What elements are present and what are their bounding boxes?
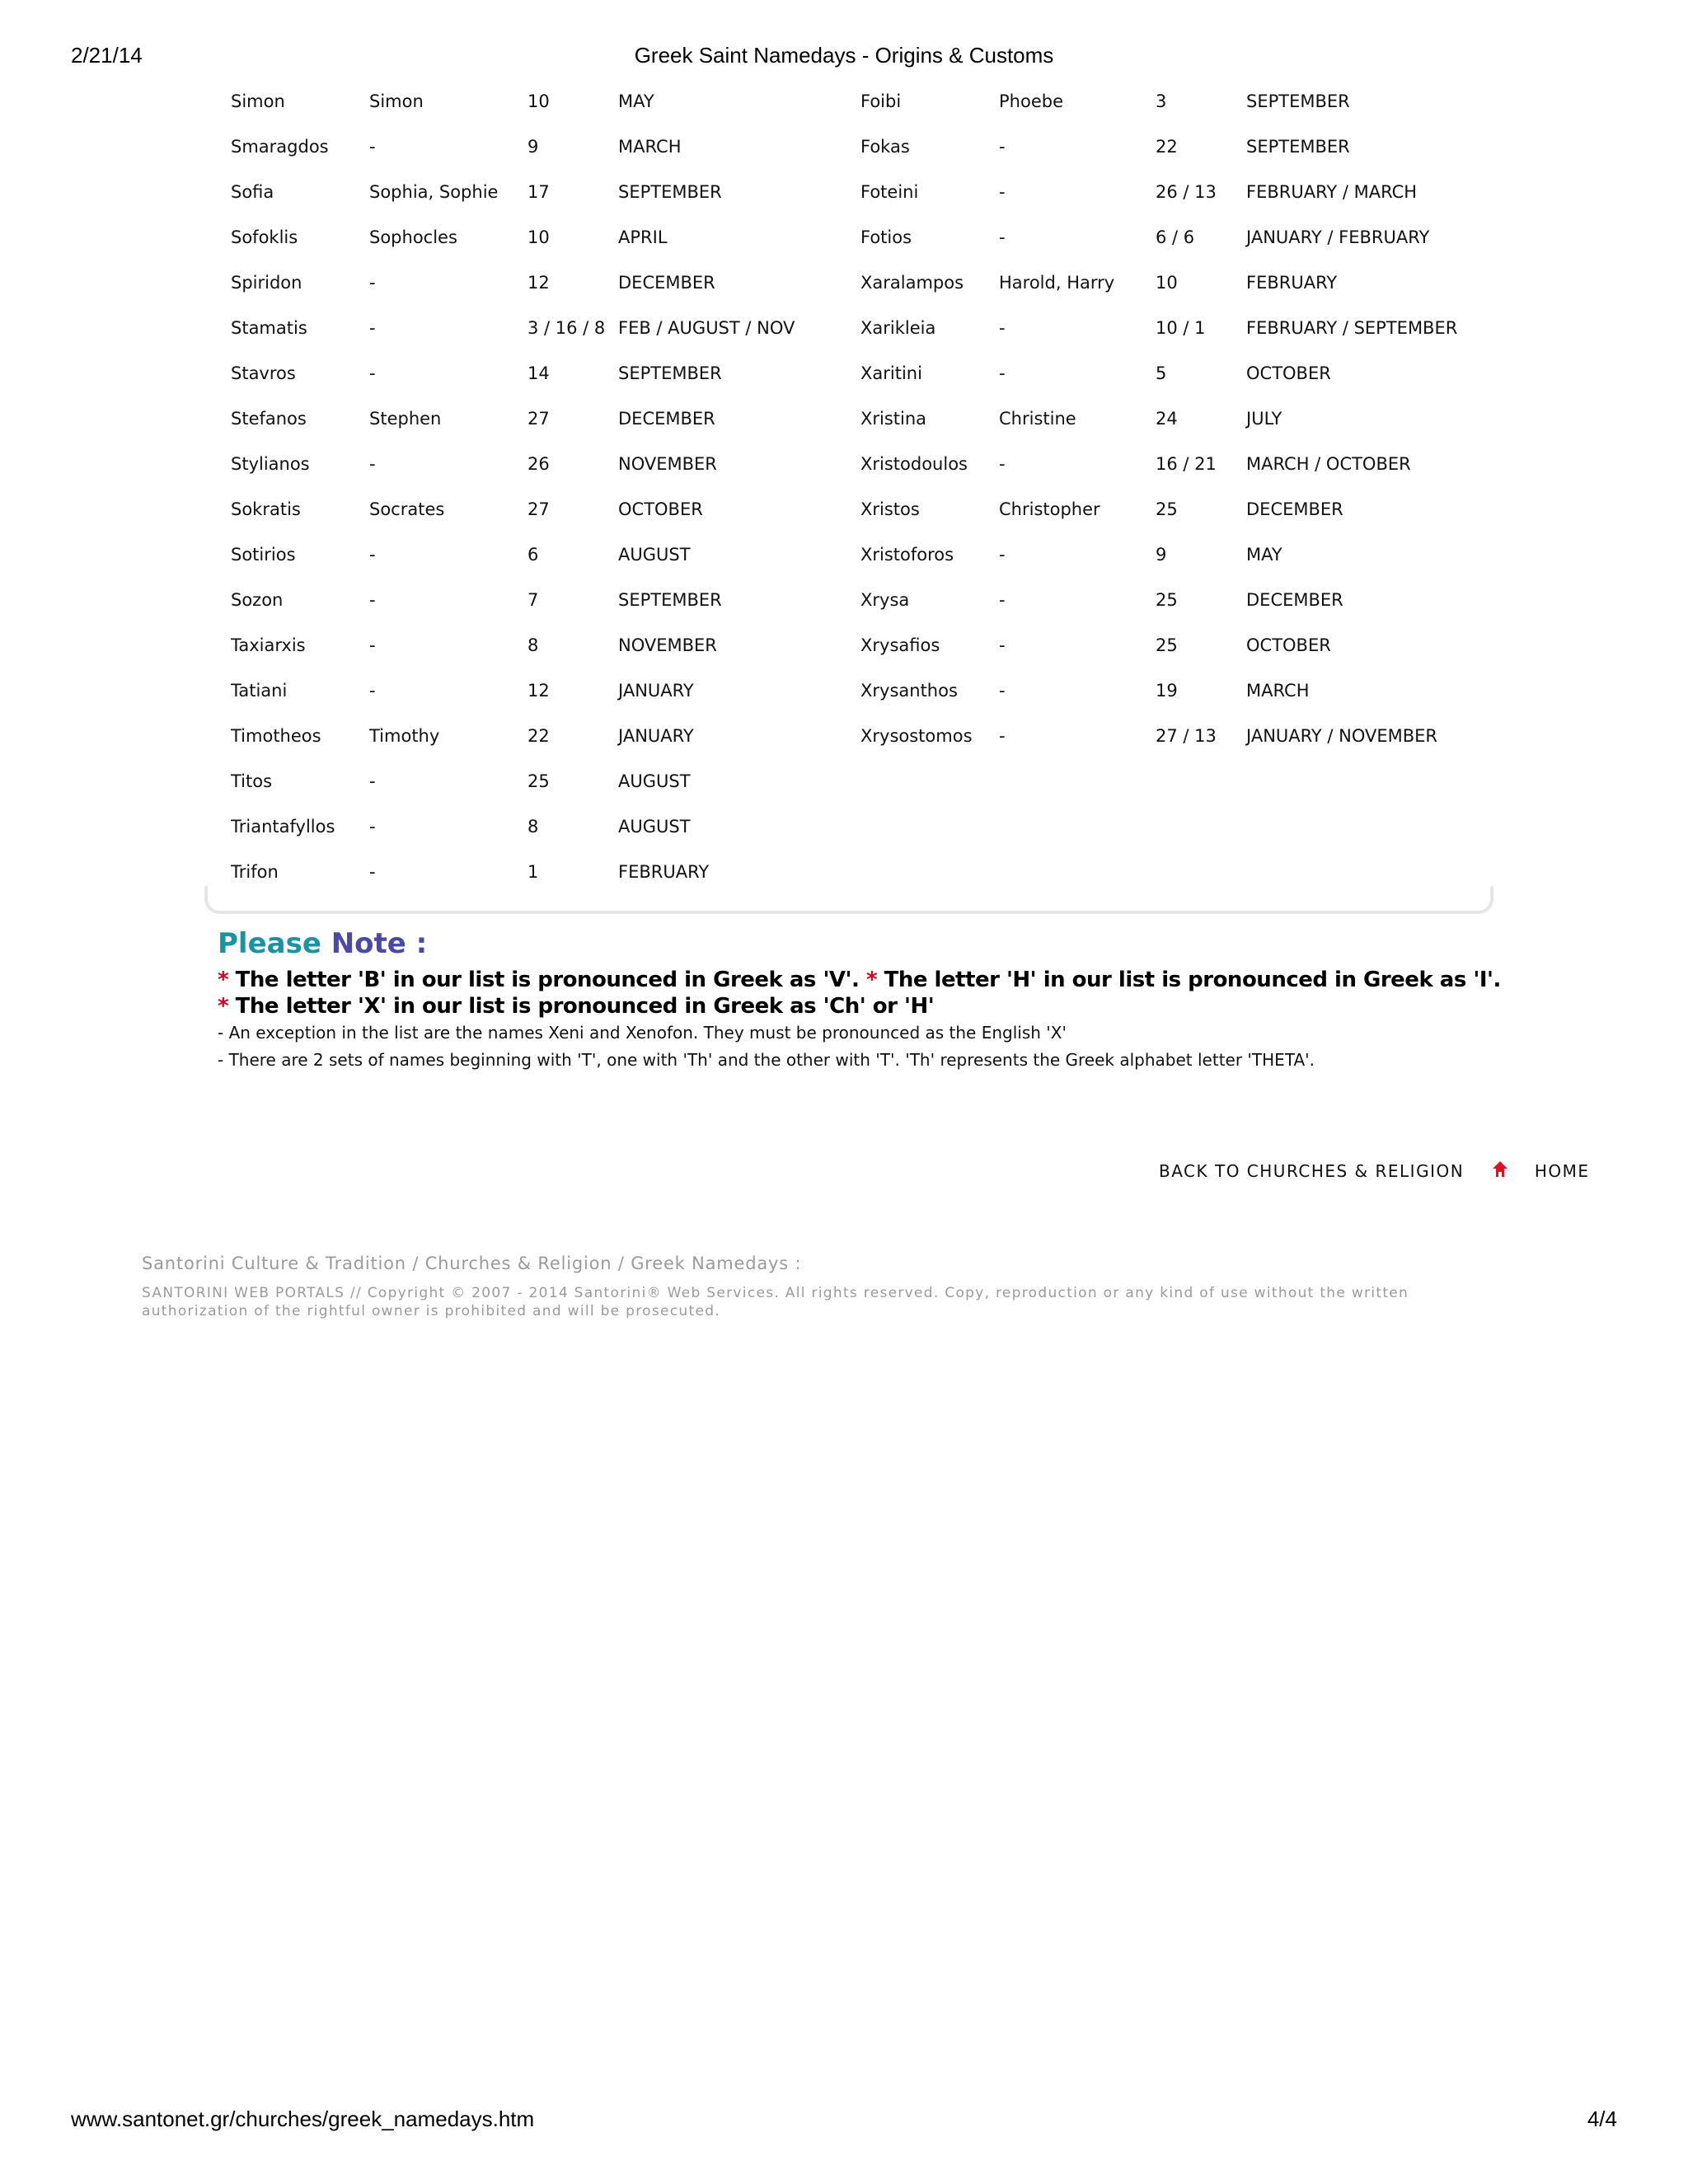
table-row — [221, 486, 849, 532]
nameday-month: FEB / AUGUST / NOV — [618, 317, 795, 338]
nameday-month: SEPTEMBER — [1246, 136, 1350, 157]
nameday-day: 10 — [528, 91, 550, 111]
table-row — [851, 260, 1477, 305]
table-row — [221, 804, 849, 849]
table-row — [851, 713, 1477, 758]
nameday-day: 5 — [1156, 363, 1167, 383]
print-date: 2/21/14 — [71, 43, 143, 68]
note-title-word-note: Note : — [331, 927, 428, 960]
nameday-month: SEPTEMBER — [618, 589, 722, 610]
print-page-number: 4/4 — [1587, 2107, 1617, 2131]
nameday-greek-name: Trifon — [231, 861, 279, 882]
nameday-day: 24 — [1156, 408, 1178, 429]
nameday-month: MAY — [618, 91, 654, 111]
nameday-day: 10 / 1 — [1156, 317, 1206, 338]
nameday-month: SEPTEMBER — [618, 363, 722, 383]
nameday-day: 14 — [528, 363, 550, 383]
nameday-month: JANUARY / NOVEMBER — [1246, 725, 1438, 746]
note-title-word-please: Please — [218, 927, 321, 960]
nameday-greek-name: Sofia — [231, 181, 274, 202]
nameday-greek-name: Stavros — [231, 363, 296, 383]
nameday-day: 12 — [528, 680, 550, 701]
nameday-greek-name: Spiridon — [231, 272, 302, 293]
nameday-english-name: - — [369, 544, 376, 565]
nameday-day: 9 — [1156, 544, 1167, 565]
nameday-day: 8 — [528, 816, 539, 837]
nameday-greek-name: Xaralampos — [860, 272, 964, 293]
asterisk-icon: * — [218, 994, 229, 1019]
nameday-day: 25 — [1156, 499, 1178, 519]
nameday-greek-name: Taxiarxis — [231, 635, 306, 655]
namedays-tables — [221, 78, 1482, 890]
home-icon[interactable] — [1492, 1160, 1508, 1179]
table-row — [221, 305, 849, 350]
table-row — [221, 260, 849, 305]
nameday-day: 6 — [528, 544, 539, 565]
nameday-day: 27 / 13 — [1156, 725, 1217, 746]
nameday-english-name: - — [369, 589, 376, 610]
nameday-month: AUGUST — [618, 816, 691, 837]
print-url: www.santonet.gr/churches/greek_namedays.htm — [71, 2107, 535, 2131]
namedays-table-right-body — [851, 78, 1477, 758]
table-row — [851, 622, 1477, 668]
nameday-english-name: - — [369, 635, 376, 655]
nameday-english-name: - — [999, 363, 1006, 383]
nameday-month: FEBRUARY — [618, 861, 710, 882]
nameday-greek-name: Stamatis — [231, 317, 307, 338]
table-row — [221, 350, 849, 396]
nameday-english-name: - — [999, 725, 1006, 746]
table-row — [851, 305, 1477, 350]
nameday-greek-name: Sofoklis — [231, 227, 298, 247]
nameday-greek-name: Tatiani — [231, 680, 288, 701]
table-row — [221, 214, 849, 260]
note-rule-b: The letter 'B' in our list is pronounced in Greek as 'V'. — [235, 968, 860, 992]
nameday-greek-name: Xrysanthos — [860, 680, 958, 701]
nameday-english-name: Christopher — [999, 499, 1100, 519]
nameday-english-name: - — [369, 453, 376, 474]
table-row — [851, 396, 1477, 441]
note-rule-line-2 — [218, 993, 1536, 1019]
note-exception-2: - There are 2 sets of names beginning with 'T', one with 'Th' and the other with 'T'. 'Th' represents the Greek alphabet letter 'THETA'. — [218, 1050, 1315, 1070]
nameday-month: OCTOBER — [1246, 635, 1331, 655]
nameday-month: SEPTEMBER — [618, 181, 722, 202]
nameday-month: JANUARY / FEBRUARY — [1246, 227, 1430, 247]
nameday-day: 25 — [1156, 635, 1178, 655]
nameday-english-name: - — [369, 680, 376, 701]
note-rule-x: The letter 'X' in our list is pronounced in Greek as 'Ch' or 'H' — [235, 994, 935, 1019]
nameday-english-name: Timothy — [369, 725, 440, 746]
nameday-english-name: Stephen — [369, 408, 442, 429]
nameday-day: 9 — [528, 136, 539, 157]
table-panel-border — [204, 886, 1493, 914]
table-row — [221, 124, 849, 169]
nameday-day: 25 — [1156, 589, 1178, 610]
nameday-month: MARCH — [1246, 680, 1310, 701]
namedays-table-right — [851, 78, 1477, 758]
nameday-english-name: Sophocles — [369, 227, 457, 247]
nameday-greek-name: Xrysa — [860, 589, 910, 610]
table-row — [851, 169, 1477, 214]
nameday-day: 1 — [528, 861, 539, 882]
nameday-english-name: - — [999, 544, 1006, 565]
nameday-english-name: Phoebe — [999, 91, 1063, 111]
table-row — [851, 577, 1477, 622]
nameday-day: 17 — [528, 181, 550, 202]
home-link[interactable]: HOME — [1534, 1161, 1590, 1181]
nameday-month: NOVEMBER — [618, 635, 717, 655]
nameday-month: APRIL — [618, 227, 668, 247]
nameday-month: FEBRUARY — [1246, 272, 1338, 293]
nameday-day: 3 — [1156, 91, 1167, 111]
nameday-day: 8 — [528, 635, 539, 655]
nameday-month: JANUARY — [618, 725, 694, 746]
nameday-day: 25 — [528, 771, 550, 791]
nameday-english-name: - — [999, 635, 1006, 655]
back-to-churches-link[interactable]: BACK TO CHURCHES & RELIGION — [1159, 1161, 1465, 1181]
nameday-greek-name: Foteini — [860, 181, 919, 202]
nameday-greek-name: Titos — [231, 771, 273, 791]
nameday-english-name: Sophia, Sophie — [369, 181, 499, 202]
nameday-greek-name: Triantafyllos — [231, 816, 335, 837]
table-row — [851, 78, 1477, 124]
table-row — [851, 532, 1477, 577]
nameday-english-name: - — [369, 272, 376, 293]
table-row — [851, 668, 1477, 713]
note-rule-line-1 — [218, 967, 1536, 993]
please-note-section — [218, 926, 1536, 1074]
nameday-day: 22 — [1156, 136, 1178, 157]
nameday-day: 26 — [528, 453, 550, 474]
table-row — [221, 532, 849, 577]
nameday-month: AUGUST — [618, 544, 691, 565]
namedays-table-left — [221, 78, 849, 894]
nameday-english-name: - — [369, 363, 376, 383]
nameday-greek-name: Xrysostomos — [860, 725, 973, 746]
table-row — [851, 214, 1477, 260]
nameday-greek-name: Xristodoulos — [860, 453, 968, 474]
nameday-greek-name: Foibi — [860, 91, 902, 111]
table-row — [221, 169, 849, 214]
nameday-month: DECEMBER — [1246, 589, 1343, 610]
nameday-day: 12 — [528, 272, 550, 293]
nameday-greek-name: Simon — [231, 91, 285, 111]
nameday-english-name: Christine — [999, 408, 1076, 429]
nameday-english-name: - — [369, 317, 376, 338]
nameday-month: MARCH — [618, 136, 682, 157]
nameday-english-name: - — [999, 317, 1006, 338]
table-row — [221, 396, 849, 441]
nameday-english-name: - — [999, 181, 1006, 202]
asterisk-icon: * — [865, 968, 878, 992]
nameday-month: DECEMBER — [1246, 499, 1343, 519]
nameday-day: 26 / 13 — [1156, 181, 1217, 202]
table-row — [851, 441, 1477, 486]
nameday-day: 6 / 6 — [1156, 227, 1195, 247]
note-rule-h: The letter 'H' in our list is pronounced in Greek as 'I'. — [884, 968, 1501, 992]
nameday-english-name: - — [999, 589, 1006, 610]
nameday-month: FEBRUARY / MARCH — [1246, 181, 1418, 202]
nameday-day: 3 / 16 / 8 — [528, 317, 606, 338]
nameday-greek-name: Stefanos — [231, 408, 307, 429]
namedays-table-left-body — [221, 78, 849, 894]
nameday-month: DECEMBER — [618, 408, 715, 429]
nameday-english-name: - — [369, 861, 376, 882]
nameday-english-name: - — [369, 771, 376, 791]
table-row — [851, 350, 1477, 396]
table-row — [851, 486, 1477, 532]
nameday-month: OCTOBER — [618, 499, 703, 519]
print-header — [71, 43, 1617, 76]
nameday-greek-name: Xristina — [860, 408, 927, 429]
nameday-english-name: - — [999, 136, 1006, 157]
nameday-english-name: Socrates — [369, 499, 445, 519]
asterisk-icon: * — [218, 968, 229, 992]
nameday-greek-name: Smaragdos — [231, 136, 329, 157]
nameday-greek-name: Sokratis — [231, 499, 301, 519]
nameday-day: 16 / 21 — [1156, 453, 1217, 474]
nameday-month: FEBRUARY / SEPTEMBER — [1246, 317, 1458, 338]
nameday-english-name: Simon — [369, 91, 424, 111]
nameday-day: 10 — [1156, 272, 1178, 293]
table-row — [221, 577, 849, 622]
note-exception-1: - An exception in the list are the names Xeni and Xenofon. They must be pronounced as the English 'X' — [218, 1023, 1067, 1043]
note-title — [218, 926, 1536, 962]
nameday-month: MARCH / OCTOBER — [1246, 453, 1411, 474]
footer-breadcrumb: Santorini Culture & Tradition / Churches & Religion / Greek Namedays : — [142, 1254, 802, 1273]
nameday-greek-name: Xristoforos — [860, 544, 954, 565]
nameday-greek-name: Xrysafios — [860, 635, 940, 655]
site-footer — [142, 1251, 1493, 1320]
nameday-day: 7 — [528, 589, 539, 610]
print-title: Greek Saint Namedays - Origins & Customs — [634, 43, 1054, 68]
nameday-month: MAY — [1246, 544, 1282, 565]
nameday-month: OCTOBER — [1246, 363, 1331, 383]
nameday-greek-name: Xristos — [860, 499, 920, 519]
nameday-greek-name: Stylianos — [231, 453, 310, 474]
nameday-day: 22 — [528, 725, 550, 746]
nameday-greek-name: Timotheos — [231, 725, 321, 746]
footer-copyright: SANTORINI WEB PORTALS // Copyright © 2007 - 2014 Santorini® Web Services. All rights reserved. Copy, reproduction or any kind of use without the written authorization of the rightful owner is prohibited and will be prosecuted. — [142, 1285, 1409, 1319]
nameday-day: 27 — [528, 408, 550, 429]
nameday-greek-name: Fotios — [860, 227, 912, 247]
nameday-month: SEPTEMBER — [1246, 91, 1350, 111]
table-row — [221, 78, 849, 124]
nameday-day: 10 — [528, 227, 550, 247]
nameday-month: DECEMBER — [618, 272, 715, 293]
nameday-greek-name: Sozon — [231, 589, 284, 610]
nameday-day: 27 — [528, 499, 550, 519]
table-row — [851, 124, 1477, 169]
nameday-english-name: Harold, Harry — [999, 272, 1115, 293]
nameday-month: AUGUST — [618, 771, 691, 791]
table-row — [221, 668, 849, 713]
nameday-english-name: - — [369, 816, 376, 837]
nameday-english-name: - — [999, 680, 1006, 701]
nameday-english-name: - — [999, 227, 1006, 247]
nameday-month: NOVEMBER — [618, 453, 717, 474]
table-row — [221, 758, 849, 804]
nameday-greek-name: Xaritini — [860, 363, 922, 383]
table-row — [221, 441, 849, 486]
nameday-greek-name: Sotirios — [231, 544, 296, 565]
table-row — [221, 622, 849, 668]
nameday-greek-name: Xarikleia — [860, 317, 936, 338]
nameday-day: 19 — [1156, 680, 1178, 701]
nameday-greek-name: Fokas — [860, 136, 910, 157]
nameday-english-name: - — [369, 136, 376, 157]
nameday-month: JULY — [1246, 408, 1282, 429]
nameday-english-name: - — [999, 453, 1006, 474]
table-row — [221, 713, 849, 758]
bottom-nav — [1159, 1160, 1590, 1181]
nameday-month: JANUARY — [618, 680, 694, 701]
